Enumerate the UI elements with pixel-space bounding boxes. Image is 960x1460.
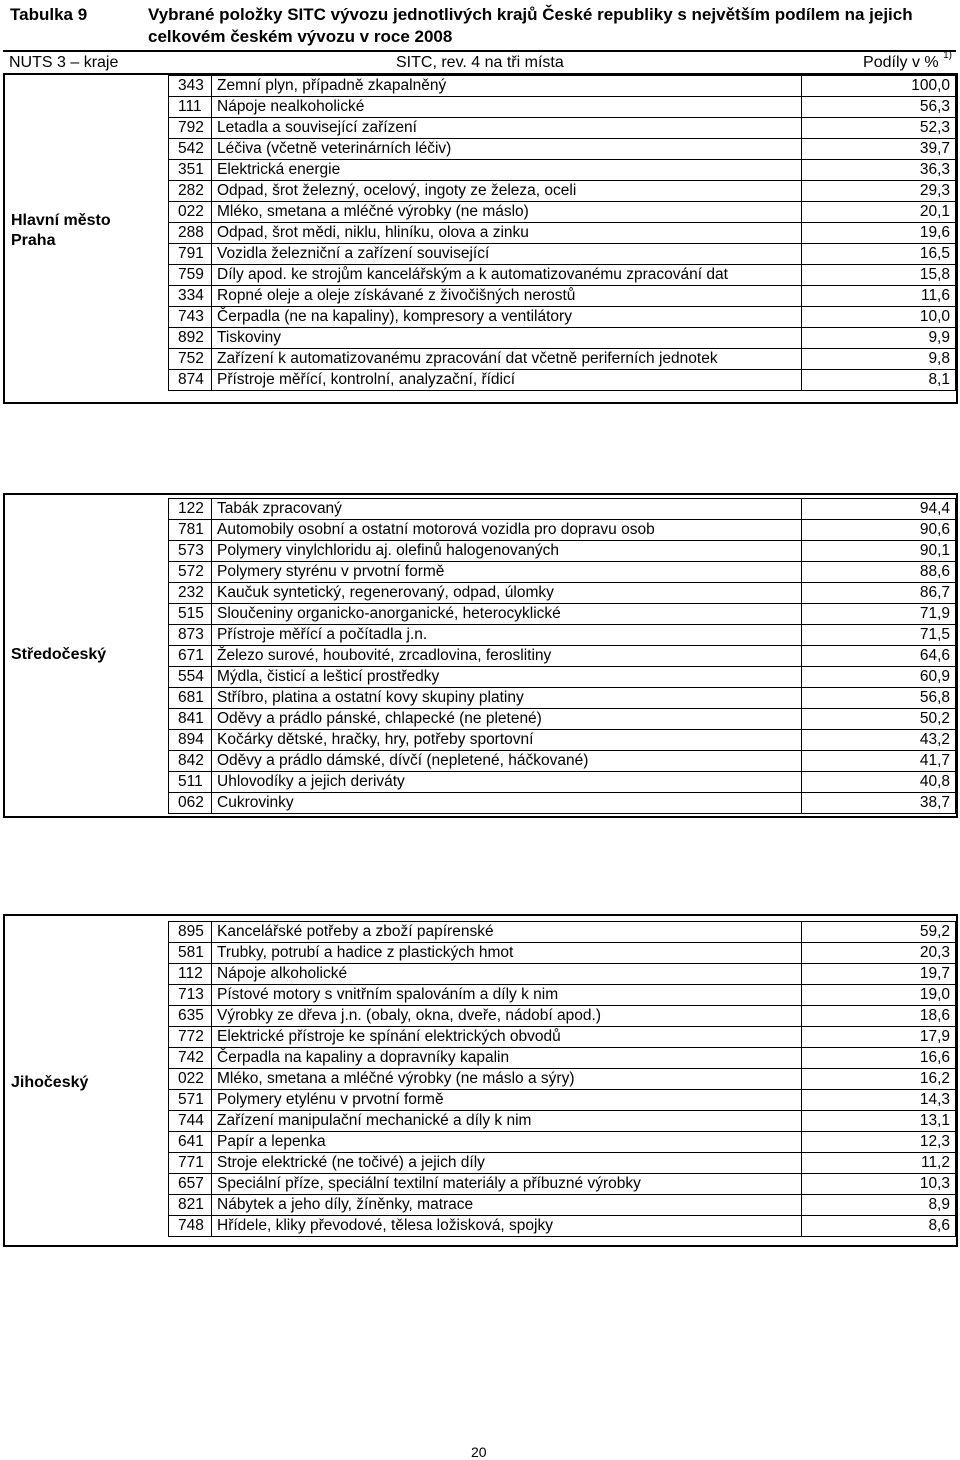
jihocesky-items-table: [168, 921, 956, 1237]
item-name-cell: Oděvy a prádlo pánské, chlapecké (ne pletené): [212, 709, 802, 730]
share-value-cell: 40,8: [802, 772, 956, 793]
table-row: [169, 562, 956, 583]
item-name-cell: Odpad, šrot mědi, niklu, hliníku, olova a zinku: [212, 223, 802, 244]
item-name-cell: Čerpadla na kapaliny a dopravníky kapalin: [212, 1048, 802, 1069]
sitc-code-cell: 554: [169, 667, 212, 688]
item-name-cell: Nábytek a jeho díly, žíněnky, matrace: [212, 1195, 802, 1216]
table-label: Tabulka 9: [10, 5, 88, 24]
item-name-cell: Nápoje alkoholické: [212, 964, 802, 985]
sitc-code-cell: 894: [169, 730, 212, 751]
share-value-cell: 8,9: [802, 1195, 956, 1216]
share-value-cell: 19,7: [802, 964, 956, 985]
table-row: [169, 160, 956, 181]
table-row: [169, 1111, 956, 1132]
sitc-code-cell: 657: [169, 1174, 212, 1195]
sitc-code-cell: 744: [169, 1111, 212, 1132]
share-value-cell: 16,2: [802, 1069, 956, 1090]
sitc-code-cell: 511: [169, 772, 212, 793]
sitc-code-cell: 772: [169, 1027, 212, 1048]
item-name-cell: Zemní plyn, případně zkapalněný: [212, 76, 802, 97]
table-row: [169, 1132, 956, 1153]
share-value-cell: 20,1: [802, 202, 956, 223]
share-value-cell: 18,6: [802, 1006, 956, 1027]
sitc-code-cell: 288: [169, 223, 212, 244]
item-name-cell: Mýdla, čisticí a lešticí prostředky: [212, 667, 802, 688]
table-row: [169, 985, 956, 1006]
item-name-cell: Stroje elektrické (ne točivé) a jejich díly: [212, 1153, 802, 1174]
share-value-cell: 16,6: [802, 1048, 956, 1069]
table-row: [169, 370, 956, 391]
share-value-cell: 15,8: [802, 265, 956, 286]
sitc-code-cell: 515: [169, 604, 212, 625]
table-row: [169, 97, 956, 118]
sitc-code-cell: 282: [169, 181, 212, 202]
region-name: Jihočeský: [11, 1074, 89, 1091]
item-name-cell: Automobily osobní a ostatní motorová vozidla pro dopravu osob: [212, 520, 802, 541]
item-name-cell: Trubky, potrubí a hadice z plastických hmot: [212, 943, 802, 964]
sitc-code-cell: 681: [169, 688, 212, 709]
sitc-code-cell: 571: [169, 1090, 212, 1111]
share-value-cell: 59,2: [802, 922, 956, 943]
item-name-cell: Přístroje měřící, kontrolní, analyzační, řídicí: [212, 370, 802, 391]
item-name-cell: Díly apod. ke strojům kancelářským a k automatizovanému zpracování dat: [212, 265, 802, 286]
share-value-cell: 36,3: [802, 160, 956, 181]
table-row: [169, 118, 956, 139]
share-value-cell: 38,7: [802, 793, 956, 814]
share-value-cell: 29,3: [802, 181, 956, 202]
share-value-cell: 64,6: [802, 646, 956, 667]
sitc-code-cell: 542: [169, 139, 212, 160]
sitc-code-cell: 791: [169, 244, 212, 265]
sitc-code-cell: 671: [169, 646, 212, 667]
table-row: [169, 202, 956, 223]
header-share-column: [863, 50, 952, 72]
share-value-cell: 90,6: [802, 520, 956, 541]
item-name-cell: Elektrická energie: [212, 160, 802, 181]
sitc-code-cell: 874: [169, 370, 212, 391]
sitc-code-cell: 062: [169, 793, 212, 814]
sitc-code-cell: 022: [169, 1069, 212, 1090]
sitc-code-cell: 892: [169, 328, 212, 349]
sitc-code-cell: 781: [169, 520, 212, 541]
share-value-cell: 11,6: [802, 286, 956, 307]
item-name-cell: Uhlovodíky a jejich deriváty: [212, 772, 802, 793]
section-jihocesky: [3, 914, 958, 1247]
table-row: [169, 688, 956, 709]
table-row: [169, 922, 956, 943]
table-row: [169, 964, 956, 985]
item-name-cell: Papír a lepenka: [212, 1132, 802, 1153]
table-row: [169, 1153, 956, 1174]
table-row: [169, 286, 956, 307]
share-value-cell: 56,8: [802, 688, 956, 709]
share-value-cell: 50,2: [802, 709, 956, 730]
header-share-footnote: 1): [943, 50, 952, 61]
sitc-code-cell: 841: [169, 709, 212, 730]
table-row: [169, 499, 956, 520]
sitc-code-cell: 641: [169, 1132, 212, 1153]
table-row: [169, 646, 956, 667]
share-value-cell: 41,7: [802, 751, 956, 772]
share-value-cell: 43,2: [802, 730, 956, 751]
share-value-cell: 19,0: [802, 985, 956, 1006]
item-name-cell: Železo surové, houbovité, zrcadlovina, feroslitiny: [212, 646, 802, 667]
sitc-code-cell: 581: [169, 943, 212, 964]
share-value-cell: 9,8: [802, 349, 956, 370]
share-value-cell: 9,9: [802, 328, 956, 349]
region-name: Hlavní město Praha: [11, 212, 111, 249]
share-value-cell: 11,2: [802, 1153, 956, 1174]
share-value-cell: 12,3: [802, 1132, 956, 1153]
praha-items-table: [168, 75, 956, 391]
item-name-cell: Kočárky dětské, hračky, hry, potřeby sportovní: [212, 730, 802, 751]
table-row: [169, 244, 956, 265]
table-row: [169, 265, 956, 286]
sitc-code-cell: 022: [169, 202, 212, 223]
table-row: [169, 1174, 956, 1195]
item-name-cell: Letadla a související zařízení: [212, 118, 802, 139]
sitc-code-cell: 743: [169, 307, 212, 328]
item-name-cell: Výrobky ze dřeva j.n. (obaly, okna, dveře, nádobí apod.): [212, 1006, 802, 1027]
share-value-cell: 56,3: [802, 97, 956, 118]
share-value-cell: 52,3: [802, 118, 956, 139]
item-name-cell: Vozidla železniční a zařízení související: [212, 244, 802, 265]
item-name-cell: Pístové motory s vnitřním spalováním a díly k nim: [212, 985, 802, 1006]
item-name-cell: Elektrické přístroje ke spínání elektrických obvodů: [212, 1027, 802, 1048]
sitc-code-cell: 635: [169, 1006, 212, 1027]
item-name-cell: Zařízení k automatizovanému zpracování dat včetně periferních jednotek: [212, 349, 802, 370]
sitc-code-cell: 351: [169, 160, 212, 181]
item-name-cell: Přístroje měřící a počítadla j.n.: [212, 625, 802, 646]
table-row: [169, 604, 956, 625]
item-name-cell: Polymery styrénu v prvotní formě: [212, 562, 802, 583]
sitc-code-cell: 873: [169, 625, 212, 646]
share-value-cell: 88,6: [802, 562, 956, 583]
table-row: [169, 667, 956, 688]
table-row: [169, 181, 956, 202]
table-row: [169, 793, 956, 814]
table-row: [169, 1195, 956, 1216]
share-value-cell: 19,6: [802, 223, 956, 244]
table-row: [169, 751, 956, 772]
item-name-cell: Kaučuk syntetický, regenerovaný, odpad, úlomky: [212, 583, 802, 604]
table-row: [169, 709, 956, 730]
share-value-cell: 14,3: [802, 1090, 956, 1111]
item-name-cell: Tiskoviny: [212, 328, 802, 349]
share-value-cell: 17,9: [802, 1027, 956, 1048]
item-name-cell: Stříbro, platina a ostatní kovy skupiny platiny: [212, 688, 802, 709]
share-value-cell: 100,0: [802, 76, 956, 97]
item-name-cell: Odpad, šrot železný, ocelový, ingoty ze železa, oceli: [212, 181, 802, 202]
sitc-code-cell: 895: [169, 922, 212, 943]
table-row: [169, 730, 956, 751]
sitc-code-cell: 742: [169, 1048, 212, 1069]
share-value-cell: 94,4: [802, 499, 956, 520]
item-name-cell: Ropné oleje a oleje získávané z živočišných nerostů: [212, 286, 802, 307]
item-name-cell: Oděvy a prádlo dámské, dívčí (nepletené, háčkované): [212, 751, 802, 772]
share-value-cell: 10,0: [802, 307, 956, 328]
share-value-cell: 20,3: [802, 943, 956, 964]
item-name-cell: Čerpadla (ne na kapaliny), kompresory a ventilátory: [212, 307, 802, 328]
table-row: [169, 1216, 956, 1237]
table-row: [169, 307, 956, 328]
sitc-code-cell: 343: [169, 76, 212, 97]
stredocesky-items-table: [168, 498, 956, 814]
share-value-cell: 8,6: [802, 1216, 956, 1237]
table-row: [169, 541, 956, 562]
section-praha: [3, 73, 958, 404]
header-sitc-column: SITC, rev. 4 na tři místa: [396, 54, 564, 71]
header-region-column: NUTS 3 – kraje: [9, 54, 119, 71]
sitc-code-cell: 573: [169, 541, 212, 562]
item-name-cell: Léčiva (včetně veterinárních léčiv): [212, 139, 802, 160]
share-value-cell: 13,1: [802, 1111, 956, 1132]
share-value-cell: 86,7: [802, 583, 956, 604]
header-share-label: Podíly v %: [863, 54, 939, 71]
table-row: [169, 223, 956, 244]
table-title: Vybrané položky SITC vývozu jednotlivých krajů České republiky s největším podílem na jejich celkovém českém vývozu v roce 2008: [148, 5, 913, 46]
region-name: Středočeský: [11, 646, 107, 663]
table-row: [169, 1006, 956, 1027]
item-name-cell: Kancelářské potřeby a zboží papírenské: [212, 922, 802, 943]
table-row: [169, 1090, 956, 1111]
table-row: [169, 349, 956, 370]
sitc-code-cell: 821: [169, 1195, 212, 1216]
table-row: [169, 943, 956, 964]
item-name-cell: Mléko, smetana a mléčné výrobky (ne máslo): [212, 202, 802, 223]
sitc-code-cell: 792: [169, 118, 212, 139]
item-name-cell: Nápoje nealkoholické: [212, 97, 802, 118]
share-value-cell: 71,9: [802, 604, 956, 625]
item-name-cell: Zařízení manipulační mechanické a díly k nim: [212, 1111, 802, 1132]
share-value-cell: 60,9: [802, 667, 956, 688]
item-name-cell: Polymery vinylchloridu aj. olefinů halogenovaných: [212, 541, 802, 562]
item-name-cell: Hřídele, kliky převodové, tělesa ložisková, spojky: [212, 1216, 802, 1237]
table-row: [169, 772, 956, 793]
sitc-code-cell: 122: [169, 499, 212, 520]
share-value-cell: 10,3: [802, 1174, 956, 1195]
sitc-code-cell: 111: [169, 97, 212, 118]
table-row: [169, 1048, 956, 1069]
share-value-cell: 16,5: [802, 244, 956, 265]
section-stredocesky: [3, 493, 958, 818]
table-row: [169, 625, 956, 646]
sitc-code-cell: 112: [169, 964, 212, 985]
sitc-code-cell: 232: [169, 583, 212, 604]
sitc-code-cell: 748: [169, 1216, 212, 1237]
item-name-cell: Tabák zpracovaný: [212, 499, 802, 520]
table-row: [169, 1027, 956, 1048]
table-row: [169, 76, 956, 97]
sitc-code-cell: 759: [169, 265, 212, 286]
item-name-cell: Speciální příze, speciální textilní materiály a příbuzné výrobky: [212, 1174, 802, 1195]
table-row: [169, 583, 956, 604]
item-name-cell: Mléko, smetana a mléčné výrobky (ne máslo a sýry): [212, 1069, 802, 1090]
share-value-cell: 71,5: [802, 625, 956, 646]
share-value-cell: 8,1: [802, 370, 956, 391]
sitc-code-cell: 713: [169, 985, 212, 1006]
item-name-cell: Sloučeniny organicko-anorganické, heterocyklické: [212, 604, 802, 625]
share-value-cell: 39,7: [802, 139, 956, 160]
sitc-code-cell: 752: [169, 349, 212, 370]
table-row: [169, 328, 956, 349]
item-name-cell: Polymery etylénu v prvotní formě: [212, 1090, 802, 1111]
page-number: 20: [471, 1444, 487, 1460]
share-value-cell: 90,1: [802, 541, 956, 562]
sitc-code-cell: 771: [169, 1153, 212, 1174]
table-row: [169, 1069, 956, 1090]
table-header: [3, 50, 956, 75]
sitc-code-cell: 334: [169, 286, 212, 307]
sitc-code-cell: 572: [169, 562, 212, 583]
table-row: [169, 520, 956, 541]
item-name-cell: Cukrovinky: [212, 793, 802, 814]
sitc-code-cell: 842: [169, 751, 212, 772]
table-row: [169, 139, 956, 160]
